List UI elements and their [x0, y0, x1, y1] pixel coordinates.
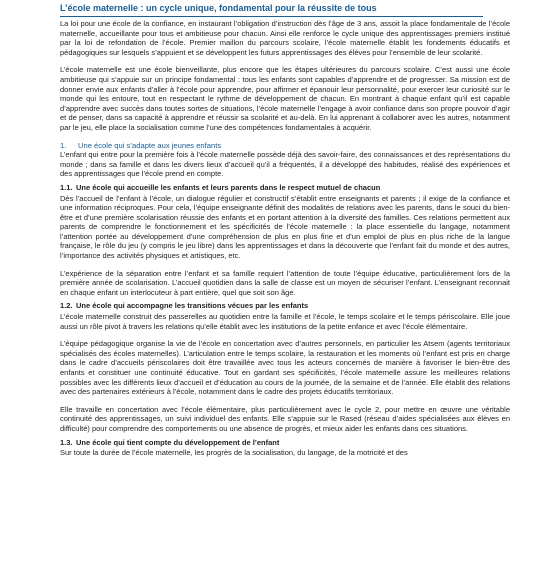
subsection-title: Une école qui tient compte du développement de l’enfant [76, 437, 280, 447]
subsection-1-2-paragraph-2: L’équipe pédagogique organise la vie de l’école en concertation avec d’autres personnels, en particulier les Atsem (agents territoriaux spécialisés des écoles maternelles). L’articulation entre le temps scolaire, la restauration et les moments où l’enfant est pris en charge dans le cadre d’accueils périscolaires doit être travaillée avec tous les acteurs concernés de manière à favoriser le bien-être des enfants et constituer une continuité éducative. Tout en gardant ses spécificités, l’école maternelle assure les meilleures relations possibles avec les différents lieux d’accueil et d’éducation au cours de la journée, de la semaine et de l’année. Elle établit des relations avec des partenaires extérieurs à l’école, notamment dans le cadre des projets éducatifs territoriaux. [60, 339, 510, 397]
subsection-heading-1-1 [60, 183, 510, 193]
subsection-title: Une école qui accueille les enfants et leurs parents dans le respect mutuel de chacun [76, 182, 381, 192]
subsection-heading-1-2 [60, 301, 510, 311]
title-divider [60, 16, 483, 17]
subsection-1-1-paragraph-2: L’expérience de la séparation entre l’enfant et sa famille requiert l’attention de toute l’équipe éducative, particulièrement lors de la première année de scolarisation. L’accueil quotidien dans la salle de classe est un moyen de sécuriser l’enfant. L’enseignant reconnait en chaque enfant un interlocuteur à part entière, quel que soit son âge. [60, 268, 510, 297]
subsection-1-3-paragraph-1: Sur toute la durée de l’école maternelle, les progrès de la socialisation, du langage, de la motricité et des [60, 448, 408, 458]
subsection-heading-1-3 [60, 438, 510, 448]
section-heading-1 [60, 141, 510, 151]
subsection-1-2-paragraph-3: Elle travaille en concertation avec l’école élémentaire, plus particulièrement avec le cycle 2, pour mettre en œuvre une véritable continuité des apprentissages, un suivi individuel des enfants. Elle s’appuie sur le Rased (réseau d’aides spécialisées aux élèves en difficulté) pour comprendre des comportements ou une absence de progrès, et mieux aider les enfants dans ces situations. [60, 404, 510, 433]
intro-paragraph-1: La loi pour une école de la confiance, en instaurant l’obligation d’instruction dès l’âge de 3 ans, assoit la place fondamentale de l’école maternelle, accueillante pour tous et ambitieuse pour chacun. Ainsi elle renforce le cycle unique des apprentissages premiers institué par la loi de refondation de l’école. Premier maillon du parcours scolaire, l’école maternelle établit les fondements éducatifs et pédagogiques sur lesquels s’appuient et se développent les futurs apprentissages des élèves pour l’ensemble de leur scolarité. [60, 19, 510, 57]
document-body [60, 19, 510, 458]
page-title: L’école maternelle : un cycle unique, fondamental pour la réussite de tous [60, 3, 377, 13]
section-number: 1. [60, 140, 67, 150]
section-1-intro-paragraph: L’enfant qui entre pour la première fois à l’école maternelle possède déjà des savoir-faire, des connaissances et des représentations du monde ; dans sa famille et dans les divers lieux d’accueil qu’il a fréquentés, il a développé des habitudes, réalisé des expériences et des apprentissages que l’école prend en compte. [60, 150, 510, 179]
subsection-number: 1.2. [60, 301, 73, 311]
subsection-number: 1.3. [60, 437, 73, 447]
section-title: Une école qui s’adapte aux jeunes enfants [78, 140, 222, 150]
subsection-1-2-paragraph-1: L’école maternelle construit des passerelles au quotidien entre la famille et l’école, le temps scolaire et le temps périscolaire. Elle joue aussi un rôle pivot à travers les relations qu’elle établit avec les institutions de la petite enfance et avec l’école élémentaire. [60, 312, 510, 331]
intro-paragraph-2: L’école maternelle est une école bienveillante, plus encore que les étapes ultérieures du parcours scolaire. C’est aussi une école ambitieuse qui s’appuie sur un principe fondamental : tous les enfants sont capables d’apprendre et de progresser. Sa mission est de donner envie aux enfants d’aller à l’école pour apprendre, pour affirmer et épanouir leur personnalité, pour exercer leur curiosité sur le monde qui les entoure, tout en respectant le rythme de développement de chacun. En montrant à chaque enfant qu’il est capable d’apprendre avec succès dans toutes sortes de situations, l’école maternelle l’engage à avoir confiance dans son propre pouvoir d’agir et de penser, dans sa capacité à apprendre et réussir sa scolarité et au-delà. En lui apprenant à collaborer avec les autres, notamment par le jeu, elle place la socialisation comme l’une des compétences fondamentales à acquérir. [60, 65, 510, 132]
subsection-title: Une école qui accompagne les transitions vécues par les enfants [76, 301, 309, 311]
subsection-1-1-paragraph-1: Dès l’accueil de l’enfant à l’école, un dialogue régulier et constructif s’établit entre enseignants et parents ; il exige de la confiance et une information réciproques. Pour cela, l’équipe enseignante définit des modalités de relations avec les parents, dans le souci du bien-être et d’une première scolarisation réussie des enfants et en portant attention à la diversité des familles. Ces relations permettent aux parents de comprendre le fonctionnement et les spécificités de l’école maternelle : la place essentielle du langage, notamment l’attention portée au développement d’une compréhension de plus en plus fine et d’un emploi de plus en plus riche de la langue française, le rôle du jeu (y compris le jeu libre) dans les apprentissages et dans la découverte que l’enfant fait du monde et des autres, l’importance des activités physiques et artistiques, etc. [60, 193, 510, 261]
subsection-number: 1.1. [60, 182, 73, 192]
